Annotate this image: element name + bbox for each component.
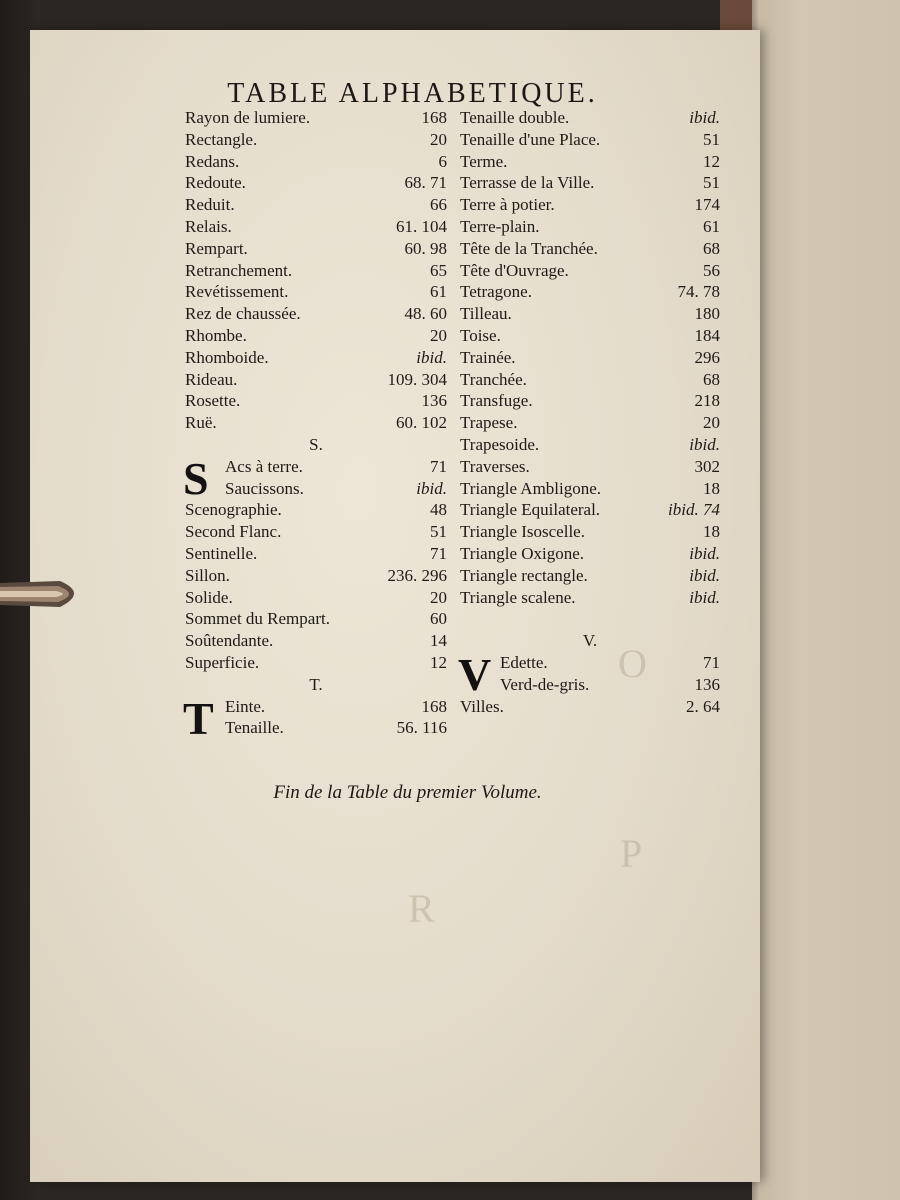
entry-term: Retranchement. — [185, 260, 293, 280]
index-entry — [460, 435, 720, 457]
index-entry — [460, 261, 720, 283]
entry-term: Rhombe. — [185, 325, 247, 345]
entry-term: Tranchée. — [460, 369, 527, 389]
entry-page-ref: 12 — [703, 151, 720, 171]
index-entry — [460, 173, 720, 195]
entry-page-ref: 136 — [694, 674, 720, 694]
index-entry — [185, 108, 447, 130]
index-entry — [460, 152, 720, 174]
entry-term: Terme. — [460, 151, 508, 171]
entry-page-ref: ibid. — [689, 587, 720, 607]
entry-page-ref: 71 — [703, 652, 720, 672]
entry-page-ref: 20 — [430, 325, 447, 345]
entry-page-ref: 60 — [430, 609, 447, 629]
entry-page-ref: 48 — [430, 500, 447, 520]
entry-term: Sommet du Rempart. — [185, 609, 330, 629]
entry-term: Tetragone. — [460, 282, 532, 302]
index-entry — [460, 544, 720, 566]
index-entry — [185, 391, 447, 413]
index-entry — [460, 675, 720, 697]
entry-term: Solide. — [185, 587, 233, 607]
drop-cap: T — [183, 692, 214, 744]
index-entry — [185, 370, 447, 392]
entry-page-ref: 18 — [703, 522, 720, 542]
entry-term: Villes. — [460, 696, 504, 716]
entry-term: Rempart. — [185, 238, 248, 258]
entry-page-ref: 14 — [430, 631, 447, 651]
entry-term: Terrasse de la Ville. — [460, 173, 595, 193]
entry-term: Trapesoide. — [460, 434, 540, 454]
entry-term: Sentinelle. — [185, 543, 258, 563]
entry-term: Triangle Isoscelle. — [460, 522, 585, 542]
entry-term: Tête d'Ouvrage. — [460, 260, 569, 280]
index-entry — [460, 370, 720, 392]
entry-page-ref: 68. 71 — [404, 173, 447, 193]
entry-term: Rhomboide. — [185, 347, 269, 367]
entry-term: Rez de chaussée. — [185, 304, 301, 324]
index-entry — [185, 152, 447, 174]
entry-term: Rayon de lumiere. — [185, 108, 311, 127]
entry-term: Transfuge. — [460, 391, 533, 411]
drop-cap: V — [458, 648, 492, 700]
entry-page-ref: 302 — [694, 456, 720, 476]
index-entry — [185, 413, 447, 435]
index-entry — [185, 282, 447, 304]
entry-page-ref: 20 — [430, 129, 447, 149]
entry-term: Second Flanc. — [185, 522, 282, 542]
entry-page-ref: 12 — [430, 652, 447, 672]
entry-term: Ruë. — [185, 413, 217, 433]
entry-page-ref: 71 — [430, 456, 447, 476]
entry-page-ref: 184 — [694, 325, 720, 345]
entry-term: Terre-plain. — [460, 216, 540, 236]
entry-page-ref: 68 — [703, 238, 720, 258]
index-entry — [185, 544, 447, 566]
index-entry — [185, 195, 447, 217]
entry-page-ref: ibid. 74 — [668, 500, 720, 520]
index-entry — [460, 348, 720, 370]
index-entry — [185, 609, 447, 631]
entry-term: Rideau. — [185, 369, 238, 389]
entry-page-ref: 71 — [430, 543, 447, 563]
entry-page-ref: 51 — [430, 522, 447, 542]
page-title: TABLE ALPHABETIQUE. — [227, 78, 598, 109]
entry-page-ref: 51 — [703, 129, 720, 149]
entry-page-ref: 48. 60 — [404, 304, 447, 324]
index-entry — [185, 653, 447, 675]
entry-page-ref: 180 — [694, 304, 720, 324]
entry-term: Revétissement. — [185, 282, 289, 302]
section-section_t — [183, 692, 447, 744]
entry-term: Triangle Ambligone. — [460, 478, 602, 498]
entry-term: Redoute. — [185, 173, 246, 193]
entry-page-ref: 74. 78 — [677, 282, 720, 302]
index-entry — [460, 479, 720, 501]
entry-term: Edette. — [500, 652, 548, 672]
index-entry — [185, 522, 447, 544]
entry-term: Rosette. — [185, 391, 241, 411]
entry-term: Sillon. — [185, 565, 230, 585]
index-entry — [460, 588, 720, 610]
entry-term: Traverses. — [460, 456, 530, 476]
entry-page-ref: 136 — [421, 391, 447, 411]
entry-page-ref: 68 — [703, 369, 720, 389]
entry-page-ref: ibid. — [689, 108, 720, 127]
entry-term: Relais. — [185, 216, 232, 236]
entry-page-ref: 51 — [703, 173, 720, 193]
entry-page-ref: ibid. — [689, 434, 720, 454]
index-entry — [185, 718, 447, 740]
section-letter: T. — [309, 674, 323, 694]
entry-term: Soûtendante. — [185, 631, 274, 651]
entry-page-ref: 61. 104 — [396, 216, 447, 236]
index-entry — [460, 282, 720, 304]
entry-term: Trapese. — [460, 413, 518, 433]
index-entry — [460, 239, 720, 261]
index-entry — [460, 217, 720, 239]
index-entry — [185, 130, 447, 152]
entry-page-ref: 20 — [703, 413, 720, 433]
entry-term: Acs à terre. — [225, 456, 303, 476]
right-column — [460, 108, 720, 718]
index-entry — [460, 304, 720, 326]
entry-page-ref: ibid. — [416, 347, 447, 367]
page-marker-clip — [0, 575, 90, 613]
entry-term: Tenaille d'une Place. — [460, 129, 601, 149]
index-entry — [185, 566, 447, 588]
entry-page-ref: 56 — [703, 260, 720, 280]
index-entry — [185, 173, 447, 195]
index-entry — [460, 108, 720, 130]
entry-page-ref: 168 — [421, 696, 447, 716]
index-entry — [460, 130, 720, 152]
entry-page-ref: 218 — [694, 391, 720, 411]
index-entry — [460, 413, 720, 435]
closing-line: Fin de la Table du premier Volume. — [273, 782, 542, 803]
entry-page-ref: 60. 98 — [404, 238, 447, 258]
blank-line — [460, 609, 720, 631]
entry-page-ref: 168 — [421, 108, 447, 127]
entry-page-ref: 60. 102 — [396, 413, 447, 433]
index-entry — [185, 500, 447, 522]
entry-term: Saucissons. — [225, 478, 304, 498]
entry-page-ref: 18 — [703, 478, 720, 498]
entry-page-ref: 61 — [430, 282, 447, 302]
entry-term: Scenographie. — [185, 500, 282, 520]
entry-page-ref: 236. 296 — [387, 565, 447, 585]
facing-page — [758, 0, 900, 1200]
entry-term: Einte. — [225, 696, 266, 716]
entry-term: Verd-de-gris. — [500, 674, 590, 694]
index-entry — [185, 261, 447, 283]
entry-page-ref: ibid. — [689, 565, 720, 585]
index-entry — [460, 653, 720, 675]
entry-page-ref: 296 — [694, 347, 720, 367]
entry-term: Triangle rectangle. — [460, 565, 588, 585]
index-entry — [185, 326, 447, 348]
entry-term: Triangle Oxigone. — [460, 543, 585, 563]
entry-term: Redans. — [185, 151, 240, 171]
index-entry — [460, 697, 720, 719]
section-letter: V. — [582, 631, 598, 651]
entry-page-ref: 65 — [430, 260, 447, 280]
index-entry — [185, 348, 447, 370]
index-entry — [185, 588, 447, 610]
index-entry — [460, 195, 720, 217]
index-entry — [185, 217, 447, 239]
entry-page-ref: 2. 64 — [686, 696, 720, 716]
entry-page-ref: 20 — [430, 587, 447, 607]
index-entry — [460, 457, 720, 479]
book-page — [30, 30, 760, 1182]
entry-term: Superficie. — [185, 652, 260, 672]
entry-page-ref: 61 — [703, 216, 720, 236]
entry-term: Terre à potier. — [460, 195, 555, 215]
entry-term: Tilleau. — [460, 304, 512, 324]
section-letter: S. — [309, 434, 323, 454]
index-entry — [460, 500, 720, 522]
index-entry — [460, 326, 720, 348]
entry-page-ref: ibid. — [689, 543, 720, 563]
section-section_s — [183, 452, 447, 675]
entry-page-ref: 56. 116 — [396, 718, 447, 738]
show-through-ghosting: O P R — [408, 641, 647, 931]
entry-term: Trainée. — [460, 347, 516, 367]
entry-page-ref: 6 — [438, 151, 447, 171]
entry-page-ref: 109. 304 — [387, 369, 447, 389]
index-entry — [460, 566, 720, 588]
left-column — [183, 108, 447, 744]
entry-term: Rectangle. — [185, 129, 258, 149]
entry-term: Toise. — [460, 325, 501, 345]
index-entry — [185, 304, 447, 326]
index-entry — [185, 479, 447, 501]
drop-cap: S — [183, 452, 209, 504]
index-entry — [460, 522, 720, 544]
entry-page-ref: ibid. — [416, 478, 447, 498]
entry-term: Triangle scalene. — [460, 587, 576, 607]
entry-term: Tête de la Tranchée. — [460, 238, 598, 258]
entry-term: Tenaille. — [225, 718, 284, 738]
index-entry — [185, 239, 447, 261]
entry-term: Reduit. — [185, 195, 235, 215]
index-entry — [185, 631, 447, 653]
index-entry — [185, 457, 447, 479]
entry-term: Triangle Equilateral. — [460, 500, 601, 520]
entry-term: Tenaille double. — [460, 108, 570, 127]
index-entry — [185, 697, 447, 719]
entry-page-ref: 174 — [694, 195, 720, 215]
index-entry — [460, 391, 720, 413]
entry-page-ref: 66 — [430, 195, 447, 215]
section-section_v — [458, 648, 720, 718]
